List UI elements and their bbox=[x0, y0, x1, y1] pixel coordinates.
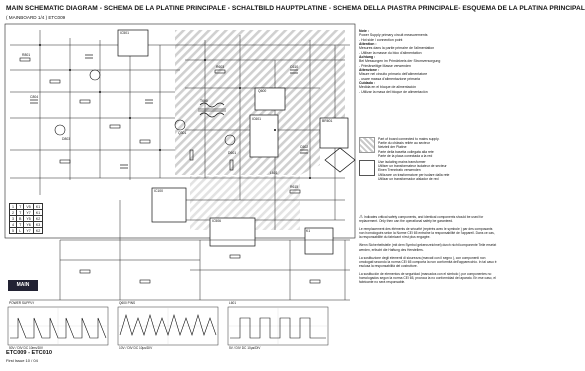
legend-line: Einen Trenntrafo verwenden bbox=[378, 168, 421, 173]
note-line: Attention : bbox=[359, 42, 377, 47]
legend-row-mains bbox=[359, 137, 497, 158]
waveform-1-scale: 50V / DIV DC 10ms/DIV bbox=[9, 346, 44, 350]
legend bbox=[359, 137, 497, 183]
legend-line: Utilizar un transformador aislador de red bbox=[378, 176, 439, 181]
table-cell: B bbox=[17, 216, 24, 222]
safety-warnings bbox=[359, 215, 497, 288]
waveform-3-label: L601 bbox=[229, 301, 237, 305]
legend-line: Parte de la placa conectada a la red bbox=[378, 153, 433, 158]
warning-text: Indicates critical safety components, and identical components should be used for replacement. Only then can the operational safety be garanteed. bbox=[359, 215, 484, 224]
note-line: Attenzione : bbox=[359, 68, 380, 73]
note-line: - Utiliser la masse du bloc d'alimentation bbox=[359, 50, 422, 55]
waveform-1-label: POWER SUPPLY bbox=[9, 301, 35, 305]
svg-text:T600: T600 bbox=[200, 99, 208, 103]
table-cell: 5 bbox=[10, 228, 17, 234]
table-row bbox=[10, 228, 43, 234]
legend-line: Parte della basetta collegata alla rete bbox=[378, 149, 434, 154]
waveform-2-label: Q600 PINS bbox=[119, 301, 136, 305]
main-board-tag: MAIN bbox=[8, 280, 38, 291]
connector-table bbox=[9, 203, 43, 234]
warning-paragraph bbox=[359, 215, 497, 223]
bridge-rectifier bbox=[325, 148, 355, 172]
table-cell: K3 bbox=[33, 222, 42, 228]
legend-line: Netzteil der Platine bbox=[378, 145, 407, 150]
table-cell: 1 bbox=[10, 204, 17, 210]
table-cell: T bbox=[17, 210, 24, 216]
svg-text:IC100: IC100 bbox=[154, 189, 164, 193]
table-cell: 4 bbox=[10, 222, 17, 228]
table-cell: K2 bbox=[33, 228, 42, 234]
svg-text:R615: R615 bbox=[290, 185, 299, 189]
table-cell: K1 bbox=[33, 204, 42, 210]
svg-text:D601: D601 bbox=[228, 151, 237, 155]
svg-text:C804: C804 bbox=[30, 95, 39, 99]
footer-issue: First Issue 10 / 04 bbox=[6, 358, 38, 363]
hatch-swatch-icon bbox=[359, 137, 375, 153]
note-line: - Hot side / connection point bbox=[359, 37, 403, 42]
table-cell: Y7 bbox=[24, 228, 33, 234]
table-cell: 2 bbox=[10, 210, 17, 216]
legend-line: Utilizzare un trasformatore per isolare dalla rete bbox=[378, 172, 450, 177]
svg-text:BR601: BR601 bbox=[322, 119, 333, 123]
note-line: Power Supply primary circuit measurements bbox=[359, 33, 428, 38]
note-line: - Primärseitige Masse verwenden bbox=[359, 63, 411, 68]
plain-swatch-icon bbox=[359, 160, 375, 176]
note-line: - usare massa d'alimentazione primaria bbox=[359, 76, 420, 81]
legend-line: Partie du châssis reliée au secteur bbox=[378, 141, 430, 146]
waveform-2-scale: 10V / DIV DC 10µs/DIV bbox=[119, 346, 153, 350]
svg-text:C610: C610 bbox=[290, 65, 299, 69]
legend-line: Part of board connected to mains supply. bbox=[378, 137, 440, 141]
legend-line: Utiliser un transformateur isolateur de secteur bbox=[378, 164, 447, 169]
table-cell: K1 bbox=[33, 210, 42, 216]
notes-heading: Note : bbox=[359, 29, 369, 33]
svg-text:Q600: Q600 bbox=[258, 89, 267, 93]
table-cell: 3 bbox=[10, 216, 17, 222]
svg-text:R801: R801 bbox=[22, 53, 31, 57]
table-cell: Y5 bbox=[24, 216, 33, 222]
warning-paragraph: Le remplacement des éléments de sécurité (repérés avec le symbole ) par des composants non homologués selon la Norme CEI 65 entraîne la responsabilité de l'appareil. Dans ce cas, la responsabilité du fabricant n'est plus engagée. bbox=[359, 227, 495, 240]
page-title: MAIN SCHEMATIC DIAGRAM - SCHEMA DE LA PLATINE PRINCIPALE - SCHALTBILD HAUPTPLATINE - SCHEMA DELLA PIASTRA PRINCIPALE- ESQUEMA DE LA PLATINA PRINCIPAL bbox=[6, 5, 585, 12]
svg-text:IC501: IC501 bbox=[120, 31, 130, 35]
table-cell: L bbox=[17, 228, 24, 234]
note-line: Mesures dans la partie primaire de l'alimentation bbox=[359, 46, 435, 51]
warning-paragraph: La sustitución de elementos de seguridad (marcados con el simbolo ) por componentes no homologados segun la norma CEI 65, provoca la no conformidad del aparato. En ese caso, el fabricante no será responsable. bbox=[359, 271, 496, 285]
svg-text:IC601: IC601 bbox=[252, 117, 262, 121]
footer-model: ETC009 - ETC010 bbox=[6, 350, 53, 356]
table-cell: Y6 bbox=[24, 222, 33, 228]
note-line: Medida en el bloque de alimentación bbox=[359, 85, 417, 90]
svg-text:D803: D803 bbox=[62, 137, 71, 141]
warning-paragraph: Wenn Sicherheitsteile (mit dem Symbol gekennzeichnet) durch nicht komponente Teile ersetzt werden, erlischt die Haftung des Herstellers. bbox=[359, 243, 497, 252]
svg-text:IC506: IC506 bbox=[212, 219, 222, 223]
warning-triangle-icon: ⚠ bbox=[359, 214, 364, 219]
warning-paragraph: La sostituzione degli elementi di sicurezza (marcati con il segno ), con componenti non omologati secondo la norma CEI 65 comporta la non conformità dell'apparecchio. In tal caso è esclusa la responsabilità del costruttore. bbox=[359, 255, 497, 268]
table-cell: T bbox=[17, 204, 24, 210]
note-line: Bei Messungen im Primärkreis der Stromversorgung bbox=[359, 59, 441, 64]
table-cell: K2 bbox=[33, 216, 42, 222]
legend-line: Use isolating mains transformer bbox=[378, 160, 426, 165]
note-line: Misure nel circuito primario dell'alimentatore bbox=[359, 72, 428, 77]
svg-text:Q301: Q301 bbox=[178, 131, 187, 135]
table-cell: Y7 bbox=[24, 210, 33, 216]
board-subtitle: ( MAINBOARD 1/4 ) ETC009 bbox=[6, 15, 66, 20]
table-cell: V5 bbox=[24, 204, 33, 210]
notes-block bbox=[359, 29, 497, 94]
table-cell: T bbox=[17, 222, 24, 228]
note-line: Cuidado : bbox=[359, 81, 376, 86]
svg-text:L601: L601 bbox=[270, 171, 278, 175]
note-line: - Utilizar la masa del bloque de alimentación bbox=[359, 89, 428, 94]
svg-text:K1: K1 bbox=[306, 229, 311, 233]
waveform-3-scale: 5V / DIV DC 10µs/DIV bbox=[229, 346, 261, 350]
note-line: Achtung : bbox=[359, 55, 376, 60]
svg-text:C602: C602 bbox=[300, 145, 309, 149]
svg-text:R603: R603 bbox=[216, 65, 225, 69]
legend-row-isolation bbox=[359, 160, 497, 181]
